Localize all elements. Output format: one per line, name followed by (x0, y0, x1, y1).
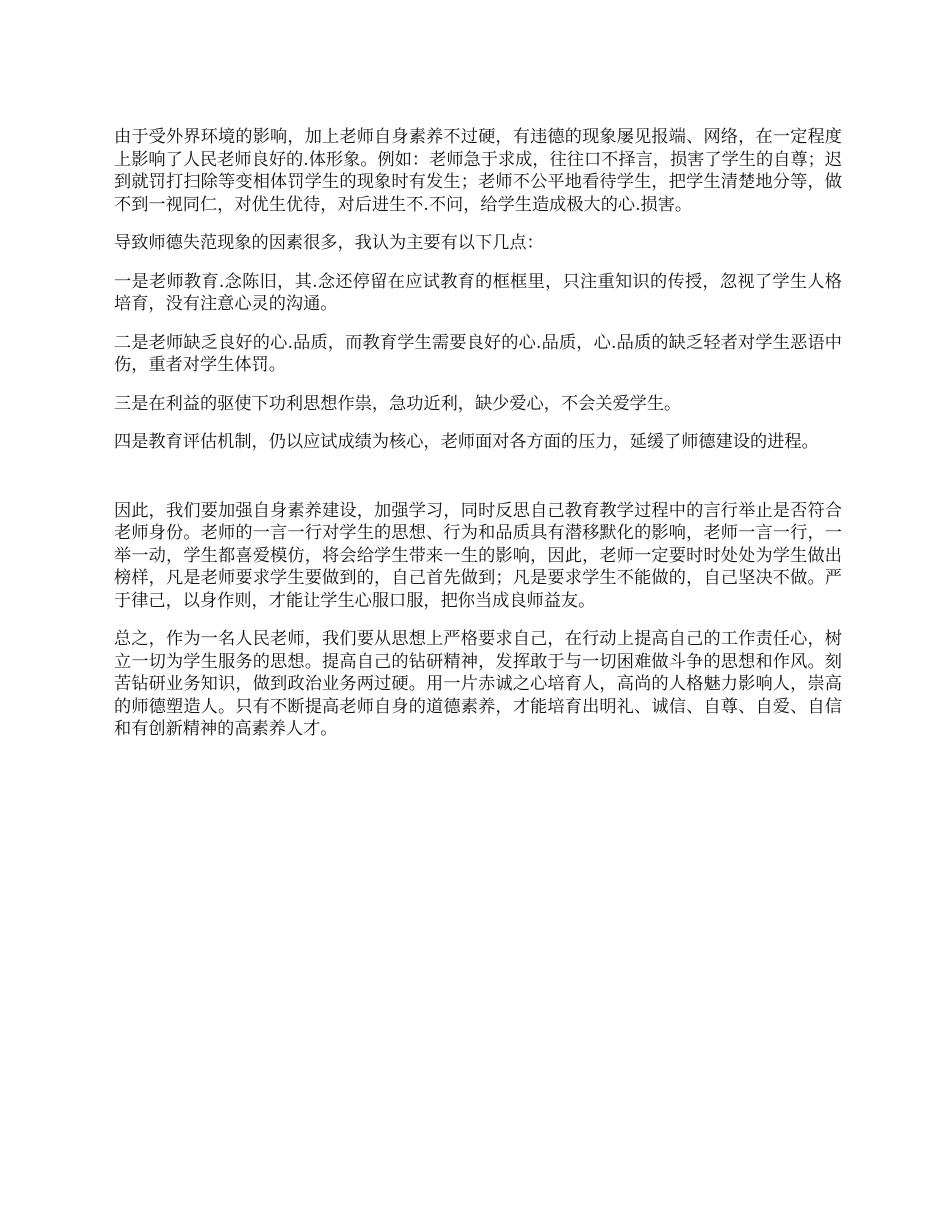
paragraph-3: 一是老师教育.念陈旧，其.念还停留在应试教育的框框里，只注重知识的传授，忽视了学生人格培育，没有注意心灵的沟通。 (114, 271, 842, 314)
document-page (114, 126, 842, 757)
paragraph-6: 四是教育评估机制，仍以应试成绩为核心，老师面对各方面的压力，延缓了师德建设的进程。 (114, 432, 819, 452)
paragraph-4: 二是老师缺乏良好的心.品质，而教育学生需要良好的心.品质，心.品质的缺乏轻者对学生恶语中伤，重者对学生体罚。 (114, 332, 842, 375)
paragraph-1: 由于受外界环境的影响，加上老师自身素养不过硬，有违德的现象屡见报端、网络，在一定程度上影响了人民老师良好的.体形象。例如：老师急于求成，往往口不择言，损害了学生的自尊；迟到就罚打扫除等变相体罚学生的现象时有发生；老师不公平地看待学生，把学生清楚地分等，做不到一视同仁，对优生优待，对后进生不.不问，给学生造成极大的心.损害。 (114, 127, 842, 215)
paragraph-2: 导致师德失范现象的因素很多，我认为主要有以下几点： (114, 233, 544, 253)
section-spacer (114, 470, 842, 500)
paragraph-7: 因此，我们要加强自身素养建设，加强学习，同时反思自己教育教学过程中的言行举止是否符合老师身份。老师的一言一行对学生的思想、行为和品质具有潜移默化的影响，老师一言一行，一举一动，学生都喜爱模仿，将会给学生带来一生的影响，因此，老师一定要时时处处为学生做出榜样，凡是老师要求学生要做到的，自己首先做到；凡是要求学生不能做的，自己坚决不做。严于律己，以身作则，才能让学生心服口服，把你当成良师益友。 (114, 500, 842, 611)
paragraph-8: 总之，作为一名人民老师，我们要从思想上严格要求自己，在行动上提高自己的工作责任心，树立一切为学生服务的思想。提高自己的钻研精神，发挥敢于与一切困难做斗争的思想和作风。刻苦钻研业务知识，做到政治业务两过硬。用一片赤诚之心培育人，高尚的人格魅力影响人，崇高的师德塑造人。只有不断提高老师自身的道德素养，才能培育出明礼、诚信、自尊、自爱、自信和有创新精神的高素养人才。 (114, 629, 842, 739)
paragraph-5: 三是在利益的驱使下功利思想作祟，急功近利，缺少爱心，不会关爱学生。 (114, 393, 682, 414)
